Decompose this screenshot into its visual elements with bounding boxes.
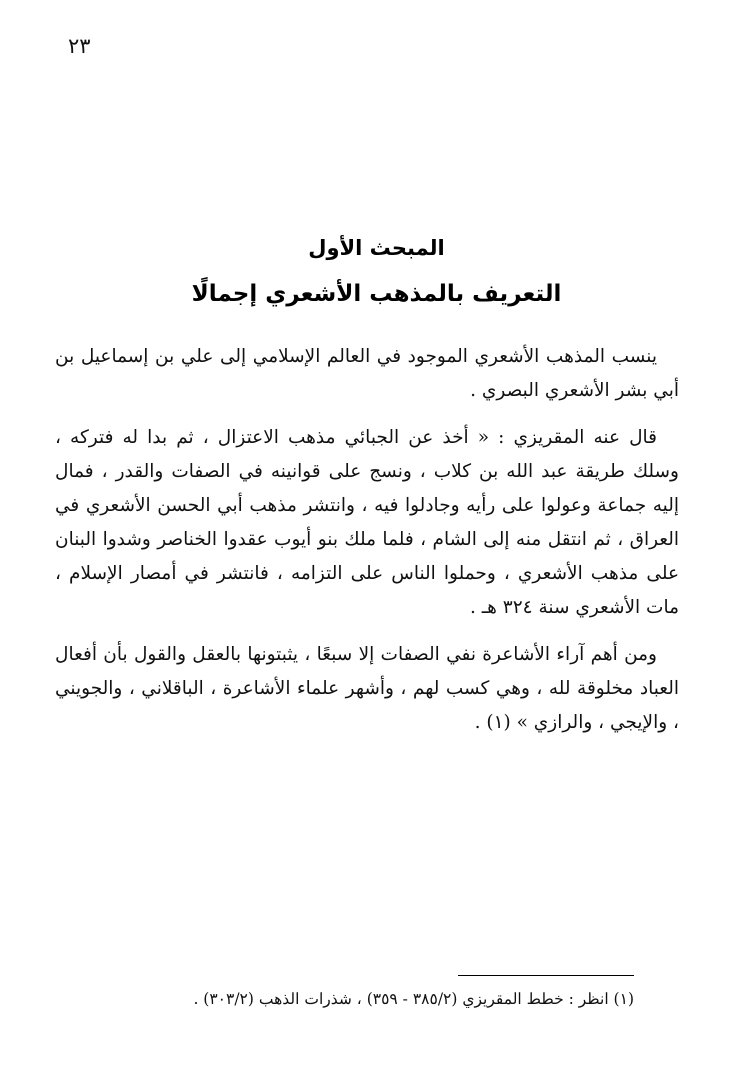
- main-title: التعريف بالمذهب الأشعري إجمالًا: [191, 281, 562, 307]
- paragraph-intro: ينسب المذهب الأشعري الموجود في العالم الإسلامي إلى علي بن إسماعيل بن أبي بشر الأشعري البصري .: [55, 346, 679, 401]
- section-title: المبحث الأول: [308, 236, 445, 260]
- body-text: [55, 340, 679, 753]
- footnote: (١) انظر : خطط المقريزي (٣٨٥/٢ - ٣٥٩) ، شذرات الذهب (٣٠٣/٢) .: [193, 990, 634, 1008]
- page-number: ٢٣: [68, 34, 91, 58]
- paragraph-ashari-views: ومن أهم آراء الأشاعرة نفي الصفات إلا سبعًا ، يثبتونها بالعقل والقول بأن أفعال العباد مخلوقة لله ، وهي كسب لهم ، وأشهر علماء الأشاعرة ، الباقلاني ، والجويني ، والإيجي ، والرازي » (١) .: [55, 644, 679, 733]
- footnote-divider: [458, 975, 634, 976]
- paragraph-maqrizi-quote: قال عنه المقريزي : « أخذ عن الجبائي مذهب الاعتزال ، ثم بدا له فتركه ، وسلك طريقة عبد الله بن كلاب ، ونسج على قوانينه في الصفات والقدر ، فمال إليه جماعة وعولوا على رأيه وجادلوا فيه ، وانتشر مذهب أبي الحسن الأشعري في العراق ، ثم انتقل منه إلى الشام ، فلما ملك بنو أيوب عقدوا الخناصر وشدوا البنان على مذهب الأشعري ، وحملوا الناس على التزامه ، فانتشر في أمصار الإسلام ، مات الأشعري سنة ٣٢٤ هـ .: [55, 427, 679, 618]
